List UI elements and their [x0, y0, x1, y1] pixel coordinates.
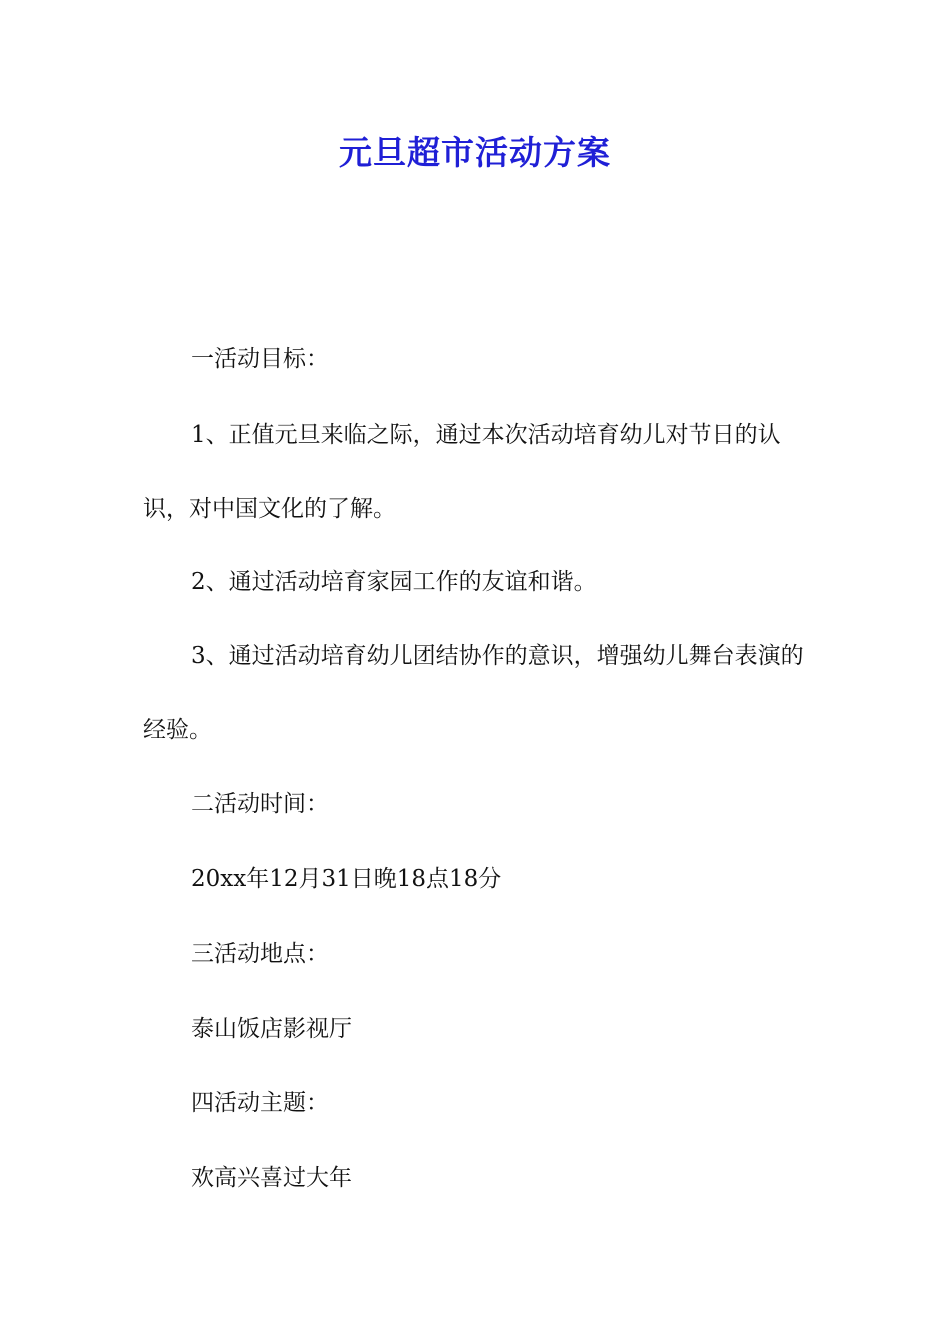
section-heading-theme: 四活动主题：: [191, 1090, 329, 1116]
document-title: 元旦超市活动方案: [339, 133, 611, 172]
event-theme: 欢高兴喜过大年: [191, 1165, 352, 1191]
goal-paragraph-2: 2、通过活动培育家园工作的友谊和谐。: [191, 569, 597, 595]
goal-paragraph-3: 3、通过活动培育幼儿团结协作的意识，增强幼儿舞台表演的经验。: [143, 643, 804, 743]
section-heading-location: 三活动地点：: [191, 941, 329, 967]
section-heading-goals: 一活动目标：: [191, 346, 329, 372]
event-time: 20xx年12月31日晚18点18分: [191, 866, 502, 892]
section-heading-time: 二活动时间：: [191, 791, 329, 817]
goal-paragraph-1: 1、正值元旦来临之际，通过本次活动培育幼儿对节日的认识，对中国文化的了解。: [143, 422, 781, 522]
event-location: 泰山饭店影视厅: [191, 1016, 352, 1042]
